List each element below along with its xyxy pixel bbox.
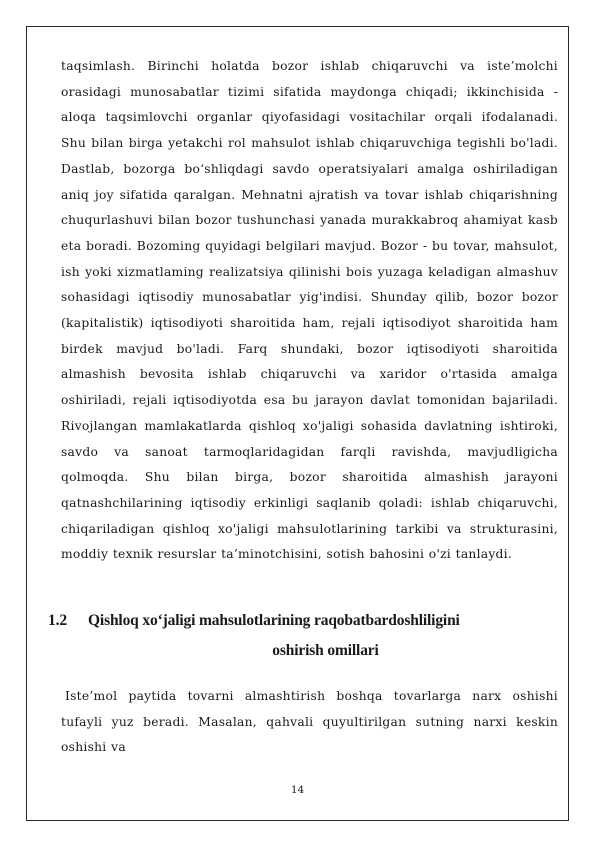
section-title-part-2: oshirish omillari: [272, 642, 379, 659]
section-heading: [48, 606, 558, 666]
section-number: 1.2: [48, 612, 67, 629]
page-number: 14: [290, 784, 305, 796]
body-paragraph-2: Iste’mol paytida tovarni almashtirish boshqa tovarlarga narx oshishi tufayli yuz beradi. Masalan, qahvali quyultirilgan sutning narxi keskin oshishi va: [61, 689, 558, 755]
section-title-part-1: Qishloq xo‘jaligi mahsulotlarining raqobatbardoshliligini: [88, 612, 460, 629]
section-heading-line-1: [48, 606, 558, 636]
body-paragraph-1: taqsimlash. Birinchi holatda bozor ishlab chiqaruvchi va iste’molchi orasidagi munosabatlar tizimi sifatida maydonga chiqadi; ikkinchisida - aloqa taqsimlovchi organlar qiyofasidagi vositachilar orqali ifodalanadi. Shu bilan birga yetakchi rol mahsulot ishlab chiqaruvchiga tegishli bo'ladi. Dastlab, bozorga bo‘shliqdagi savdo operatsiyalari amalga oshiriladigan aniq joy sifatida qaralgan. Mehnatni ajratish va tovar ishlab chiqarishning chuqurlashuvi bilan bozor tushunchasi yanada murakkabroq ahamiyat kasb eta boradi. Bozoming quyidagi belgilari mavjud. Bozor - bu tovar, mahsulot, ish yoki xizmatlaming realizatsiya qilinishi bois yuzaga keladigan almashuv sohasidagi iqtisodiy munosabatlar yig'indisi. Shunday qilib, bozor bozor (kapitalistik) iqtisodiyoti sharoitida ham, rejali iqtisodiyot sharoitida ham birdek mavjud bo'ladi. Farq shundaki, bozor iqtisodiyoti sharoitida almashish bevosita ishlab chiqaruvchi va xaridor o'rtasida amalga oshiriladi, rejali iqtisodiyotda esa bu jarayon davlat tomonidan bajariladi. Rivojlangan mamlakatlarda qishloq xo'jaligi sohasida davlatning ishtiroki, savdo va sanoat tarmoqlaridagidan farqli ravishda, mavjudligicha qolmoqda. Shu bilan birga, bozor sharoitida almashish jarayoni qatnashchilarining iqtisodiy erkinligi saqlanib qoladi: ishlab chiqaruvchi, chiqariladigan qishloq xo'jaligi mahsulotlarining tarkibi va strukturasini, moddiy texnik resurslar ta’minotchisini, sotish bahosini o'zi tanlaydi.: [61, 59, 558, 562]
